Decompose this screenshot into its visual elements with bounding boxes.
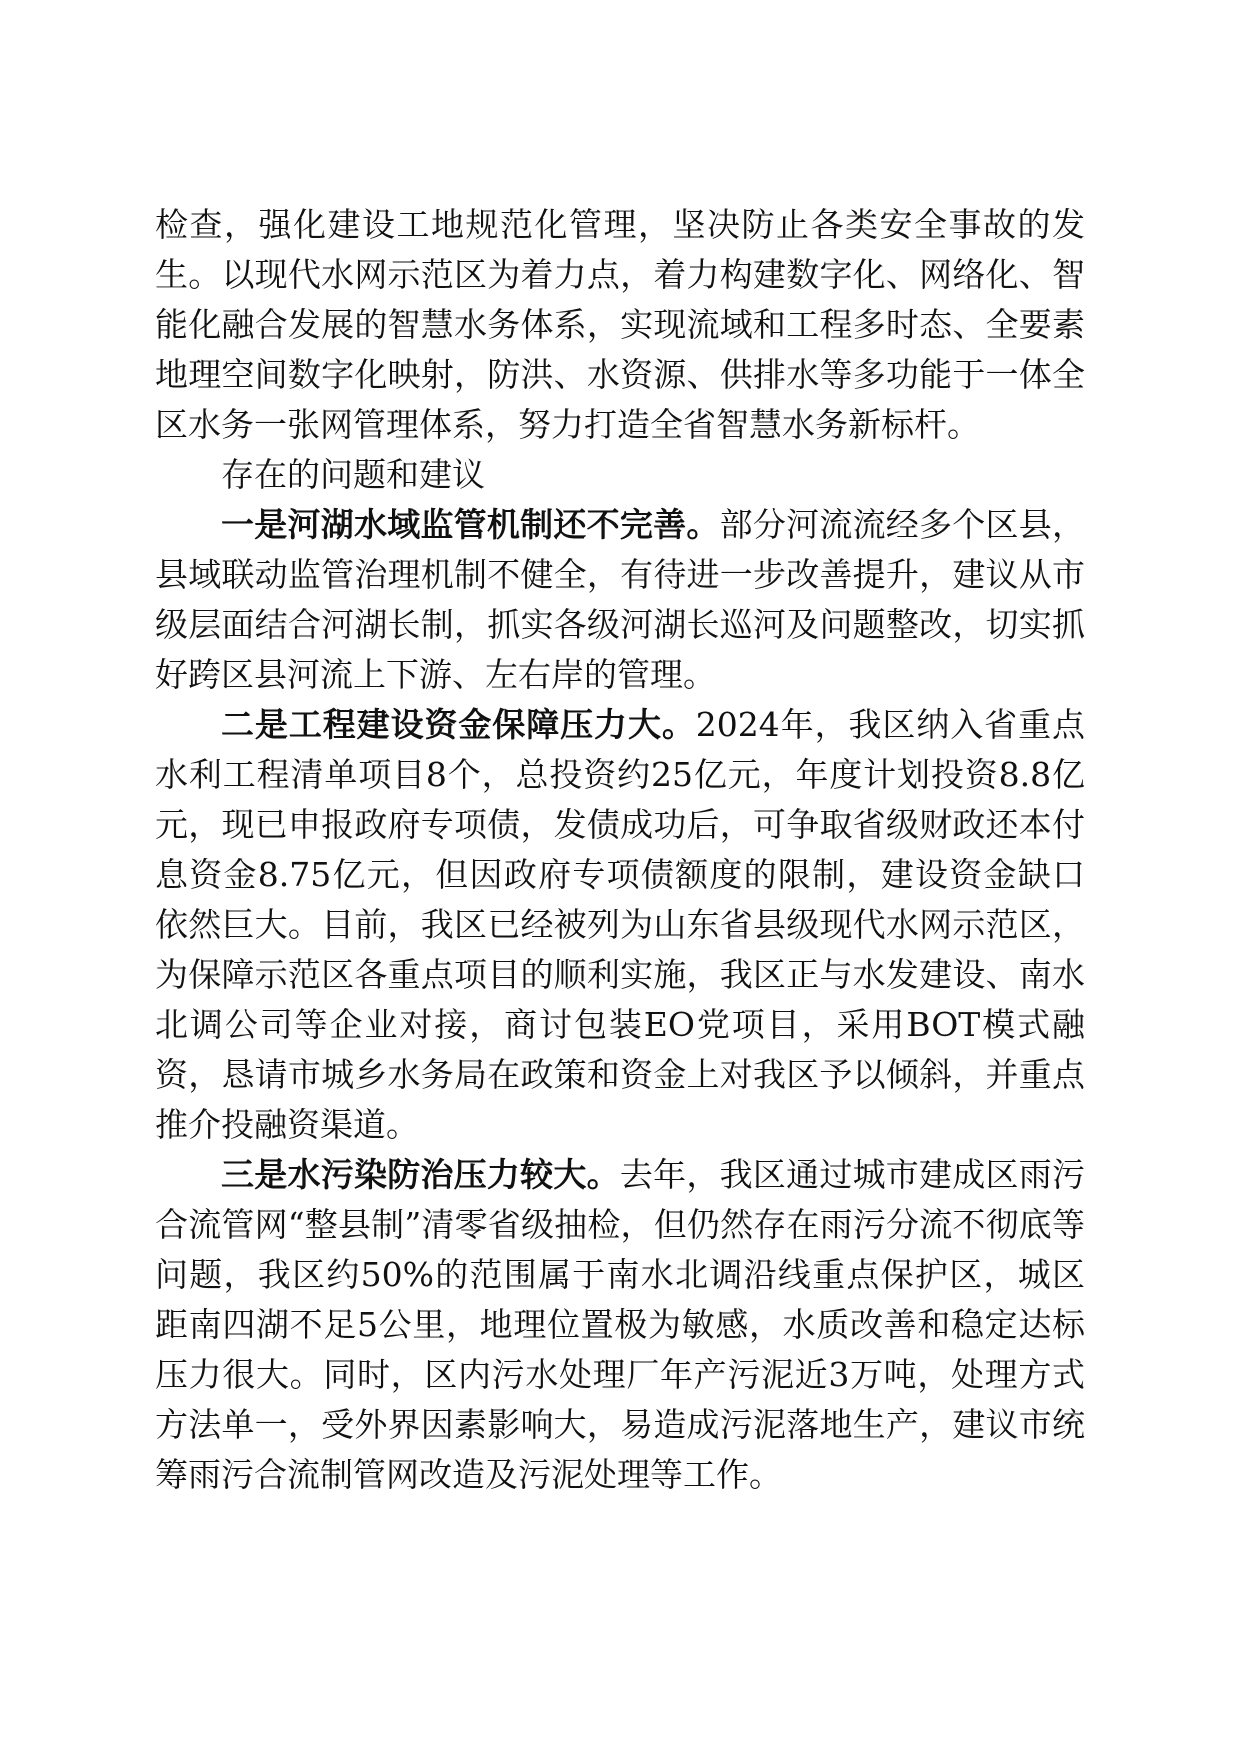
issue-lead-3: 三是水污染防治压力较大。 (221, 1155, 620, 1194)
issue-text-2: 2024年，我区纳入省重点水利工程清单项目8个，总投资约25亿元，年度计划投资8.8亿元，现已申报政府专项债，发债成功后，可争取省级财政还本付息资金8.75亿元，但因政府专项债额度的限制，建设资金缺口依然巨大。目前，我区已经被列为山东省县级现代水网示范区，为保障示范区各重点项目的顺利实施，我区正与水发建设、南水北调公司等企业对接，商讨包装EO党项目，采用BOT模式融资，恳请市城乡水务局在政策和资金上对我区予以倾斜，并重点推介投融资渠道。 (155, 705, 1086, 1144)
section-heading-text: 存在的问题和建议 (221, 455, 485, 494)
paragraph-continuation (155, 200, 1085, 450)
issue-lead-1: 一是河湖水域监管机制还不完善。 (221, 505, 720, 544)
section-heading (155, 450, 1085, 500)
issue-paragraph-1 (155, 500, 1085, 700)
issue-lead-2: 二是工程建设资金保障压力大。 (221, 705, 696, 744)
issue-paragraph-2 (155, 700, 1085, 1150)
issue-paragraph-3 (155, 1150, 1085, 1500)
paragraph-text: 检查，强化建设工地规范化管理，坚决防止各类安全事故的发生。以现代水网示范区为着力点，着力构建数字化、网络化、智能化融合发展的智慧水务体系，实现流域和工程多时态、全要素地理空间数字化映射，防洪、水资源、供排水等多功能于一体全区水务一张网管理体系，努力打造全省智慧水务新标杆。 (155, 205, 1085, 444)
issue-text-1: 部分河流流经多个区县，县域联动监管治理机制不健全，有待进一步改善提升，建议从市级层面结合河湖长制，抓实各级河湖长巡河及问题整改，切实抓好跨区县河流上下游、左右岸的管理。 (155, 505, 1086, 694)
document-page (155, 200, 1085, 1500)
issue-text-3: 去年，我区通过城市建成区雨污合流管网“整县制”清零省级抽检，但仍然存在雨污分流不彻底等问题，我区约50%的范围属于南水北调沿线重点保护区，城区距南四湖不足5公里，地理位置极为敏感，水质改善和稳定达标压力很大。同时，区内污水处理厂年产污泥近3万吨，处理方式方法单一，受外界因素影响大，易造成污泥落地生产，建议市统筹雨污合流制管网改造及污泥处理等工作。 (155, 1155, 1086, 1494)
